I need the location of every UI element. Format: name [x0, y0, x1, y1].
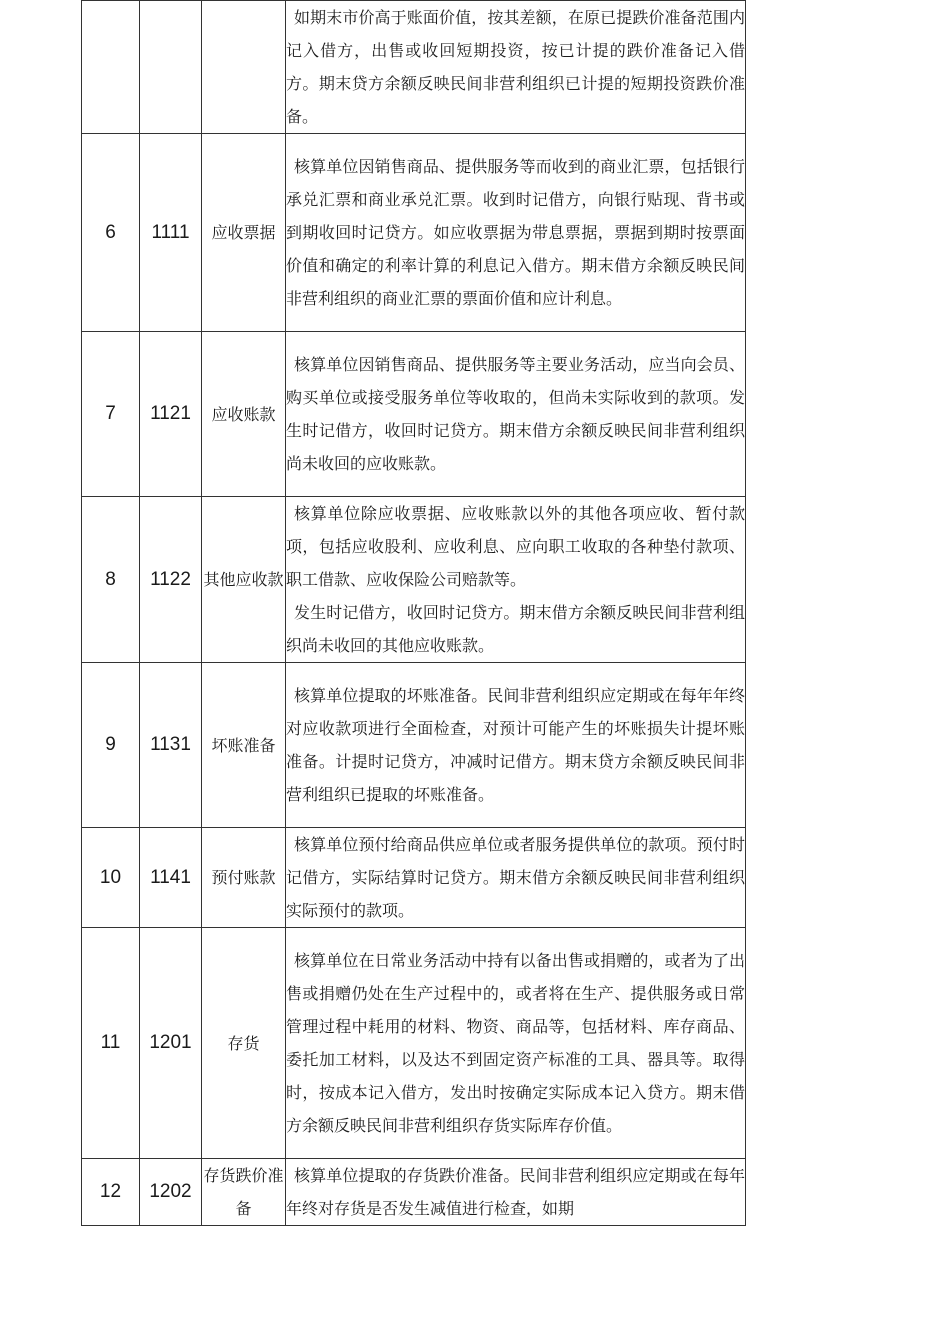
- table-row: [82, 134, 746, 332]
- account-code: 1131: [140, 663, 202, 828]
- account-description: [286, 1159, 746, 1226]
- account-code: 1121: [140, 332, 202, 497]
- account-description: [286, 828, 746, 928]
- row-number: 6: [82, 134, 140, 332]
- account-description: [286, 928, 746, 1159]
- description-paragraph: 发生时记借方，收回时记贷方。期末借方余额反映民间非营利组织尚未收回的其他应收账款。: [286, 603, 745, 655]
- table-row: [82, 332, 746, 497]
- account-name: 存货跌价准备: [202, 1159, 286, 1226]
- account-description: [286, 663, 746, 828]
- account-name: 其他应收款: [202, 497, 286, 663]
- account-name: [202, 1, 286, 134]
- account-description: [286, 332, 746, 497]
- account-code: [140, 1, 202, 134]
- description-paragraph: 核算单位预付给商品供应单位或者服务提供单位的款项。预付时记借方，实际结算时记贷方。期末借方余额反映民间非营利组织实际预付的款项。: [286, 835, 745, 920]
- account-description: [286, 1, 746, 134]
- description-paragraph: 核算单位因销售商品、提供服务等而收到的商业汇票，包括银行承兑汇票和商业承兑汇票。收到时记借方，向银行贴现、背书或到期收回时记贷方。如应收票据为带息票据，票据到期时按票面价值和确定的利率计算的利息记入借方。期末借方余额反映民间非营利组织的商业汇票的票面价值和应计利息。: [286, 157, 745, 308]
- table-row: [82, 663, 746, 828]
- table-row: [82, 1, 746, 134]
- account-description: [286, 497, 746, 663]
- account-name: 预付账款: [202, 828, 286, 928]
- description-paragraph: 核算单位因销售商品、提供服务等主要业务活动，应当向会员、购买单位或接受服务单位等收取的，但尚未实际收到的款项。发生时记借方，收回时记贷方。期末借方余额反映民间非营利组织尚未收回的应收账款。: [286, 355, 745, 473]
- account-code: 1202: [140, 1159, 202, 1226]
- description-paragraph: 核算单位提取的坏账准备。民间非营利组织应定期或在每年年终对应收款项进行全面检查，对预计可能产生的坏账损失计提坏账准备。计提时记贷方，冲减时记借方。期末贷方余额反映民间非营利组织已提取的坏账准备。: [286, 686, 745, 804]
- accounts-table: [81, 0, 746, 1226]
- account-name: 应收票据: [202, 134, 286, 332]
- row-number: 12: [82, 1159, 140, 1226]
- account-name: 存货: [202, 928, 286, 1159]
- table-row: [82, 1159, 746, 1226]
- description-paragraph: 核算单位在日常业务活动中持有以备出售或捐赠的，或者为了出售或捐赠仍处在生产过程中的，或者将在生产、提供服务或日常管理过程中耗用的材料、物资、商品等，包括材料、库存商品、委托加工材料，以及达不到固定资产标准的工具、器具等。取得时，按成本记入借方，发出时按确定实际成本记入贷方。期末借方余额反映民间非营利组织存货实际库存价值。: [286, 951, 745, 1135]
- row-number: [82, 1, 140, 134]
- account-description: [286, 134, 746, 332]
- description-paragraph: 核算单位除应收票据、应收账款以外的其他各项应收、暂付款项，包括应收股利、应收利息、应向职工收取的各种垫付款项、职工借款、应收保险公司赔款等。: [286, 504, 745, 589]
- account-code: 1201: [140, 928, 202, 1159]
- table-row: [82, 828, 746, 928]
- row-number: 9: [82, 663, 140, 828]
- table-row: [82, 928, 746, 1159]
- description-paragraph: 核算单位提取的存货跌价准备。民间非营利组织应定期或在每年年终对存货是否发生减值进行检查，如期: [286, 1166, 745, 1218]
- account-code: 1111: [140, 134, 202, 332]
- row-number: 10: [82, 828, 140, 928]
- row-number: 11: [82, 928, 140, 1159]
- account-name: 应收账款: [202, 332, 286, 497]
- table-row: [82, 497, 746, 663]
- account-name: 坏账准备: [202, 663, 286, 828]
- account-code: 1141: [140, 828, 202, 928]
- description-paragraph: 如期末市价高于账面价值，按其差额，在原已提跌价准备范围内记入借方，出售或收回短期投资，按已计提的跌价准备记入借方。期末贷方余额反映民间非营利组织已计提的短期投资跌价准备。: [286, 8, 745, 126]
- row-number: 8: [82, 497, 140, 663]
- row-number: 7: [82, 332, 140, 497]
- account-code: 1122: [140, 497, 202, 663]
